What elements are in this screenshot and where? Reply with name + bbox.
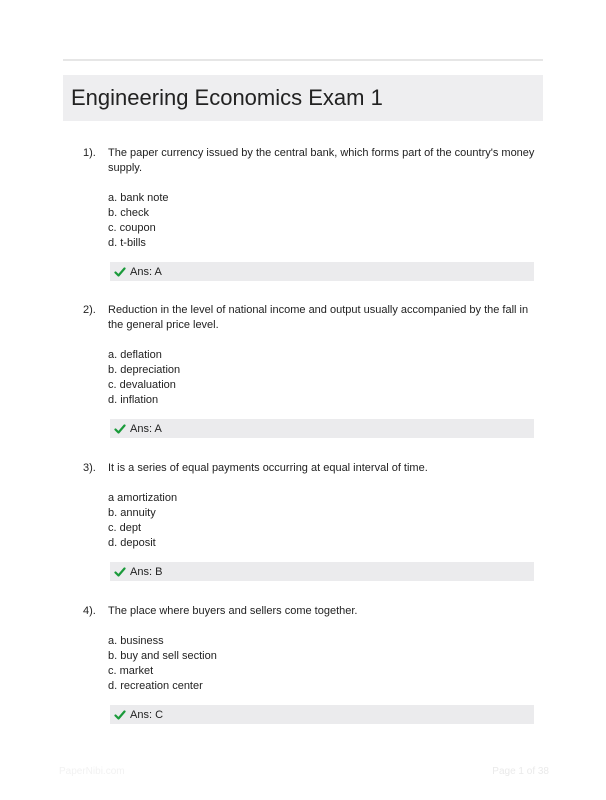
question-3	[80, 461, 540, 581]
check-icon	[114, 709, 126, 721]
question-row	[80, 604, 540, 619]
option-d: d. deposit	[108, 537, 156, 549]
question-row	[80, 461, 540, 476]
option-b: b. annuity	[108, 507, 156, 519]
footer-source-watermark: PaperNibi.com	[59, 766, 125, 777]
option-b: b. buy and sell section	[108, 650, 217, 662]
answer-text: Ans: B	[130, 565, 163, 578]
question-number: 2).	[83, 304, 96, 316]
options-list	[108, 348, 540, 408]
question-number: 3).	[83, 462, 96, 474]
option-c: c. market	[108, 665, 154, 677]
answer-box	[110, 262, 534, 281]
question-text: It is a series of equal payments occurring at equal interval of time.	[108, 462, 428, 474]
answer-box	[110, 562, 534, 581]
options-list	[108, 191, 540, 251]
answer-box	[110, 419, 534, 438]
answer-text: Ans: C	[130, 708, 164, 721]
option-a: a. deflation	[108, 349, 162, 361]
question-text: Reduction in the level of national income and output usually accompanied by the fall in the general price level.	[108, 304, 529, 331]
check-icon	[114, 566, 126, 578]
title-bar	[63, 75, 543, 121]
question-1	[80, 146, 540, 281]
answer-text: Ans: A	[130, 422, 162, 435]
question-2	[80, 303, 540, 438]
option-c: c. dept	[108, 522, 142, 534]
option-d: d. inflation	[108, 394, 159, 406]
answer-text: Ans: A	[130, 265, 162, 278]
options-list	[108, 634, 540, 694]
check-icon	[114, 423, 126, 435]
option-a: a. business	[108, 635, 164, 647]
option-c: c. coupon	[108, 222, 156, 234]
check-icon	[114, 266, 126, 278]
question-row	[80, 303, 540, 333]
question-number: 4).	[83, 605, 96, 617]
answer-box	[110, 705, 534, 724]
option-b: b. check	[108, 207, 149, 219]
option-a: a. bank note	[108, 192, 169, 204]
option-d: d. recreation center	[108, 680, 203, 692]
options-list	[108, 491, 540, 551]
option-b: b. depreciation	[108, 364, 181, 376]
footer-page-number: Page 1 of 38	[492, 766, 549, 777]
question-text: The place where buyers and sellers come together.	[108, 605, 358, 617]
page-title: Engineering Economics Exam 1	[71, 85, 383, 110]
option-c: c. devaluation	[108, 379, 176, 391]
top-divider	[63, 59, 543, 61]
option-d: d. t-bills	[108, 237, 146, 249]
question-row	[80, 146, 540, 176]
question-text: The paper currency issued by the central bank, which forms part of the country's money supply.	[108, 147, 535, 174]
option-a: a amortization	[108, 492, 178, 504]
question-4	[80, 604, 540, 724]
question-number: 1).	[83, 147, 96, 159]
